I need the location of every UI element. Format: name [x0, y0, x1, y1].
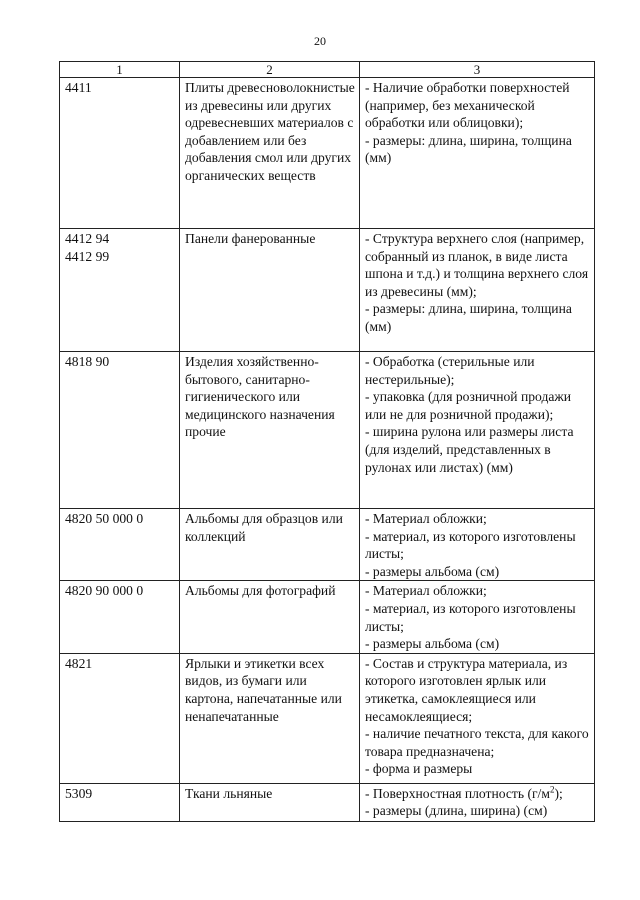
attribute-line: - Состав и структура материала, из которого изготовлен ярлык или этикетка, самоклеящиеся или несамоклеящиеся; [365, 655, 568, 724]
attribute-line: - наличие печатного текста, для какого товара предназначена; [365, 726, 589, 759]
code-value: 5309 [65, 785, 93, 801]
attribute-line: - Наличие обработки поверхностей (например, без механической обработки или облицовки); [365, 80, 570, 131]
name-cell: Ярлыки и этикетки всех видов, из бумаги или картона, напечатанные или ненапечатанные [180, 653, 360, 783]
name-cell: Изделия хозяйственно-бытового, санитарно-гигиенического или медицинского назначения прочие [180, 352, 360, 509]
code-cell [60, 581, 180, 653]
column-header-2: 2 [180, 62, 360, 78]
code-cell [60, 509, 180, 581]
attribute-line: - размеры (длина, ширина) (см) [365, 803, 548, 819]
table-header-row [60, 62, 595, 78]
attribute-line: - материал, из которого изготовлены листы; [365, 528, 576, 562]
column-header-3: 3 [360, 62, 595, 78]
table-row [60, 653, 595, 783]
name-cell: Плиты древесноволокнистые из древесины или других одревесневших материалов с добавлением или без добавления смол или других органических веществ [180, 78, 360, 229]
attribute-line: - форма и размеры [365, 761, 473, 777]
column-header-1: 1 [60, 62, 180, 78]
attributes-cell [360, 581, 595, 653]
code-cell [60, 653, 180, 783]
page-number: 20 [314, 34, 326, 48]
code-value: 4412 99 [65, 248, 110, 264]
classification-table [59, 61, 595, 822]
name-cell: Альбомы для фотографий [180, 581, 360, 653]
attribute-line: - Материал обложки; [365, 511, 487, 526]
code-cell [60, 352, 180, 509]
attribute-line [365, 785, 590, 803]
attribute-line: - размеры: длина, ширина, толщина (мм) [365, 301, 572, 334]
code-value: 4818 90 [65, 354, 110, 369]
attribute-line: - Обработка (стерильные или нестерильные); [365, 354, 535, 387]
attributes-cell [360, 509, 595, 581]
table-row [60, 78, 595, 229]
attributes-cell [360, 78, 595, 229]
attributes-cell [360, 352, 595, 509]
code-value: 4820 50 000 0 [65, 511, 144, 526]
name-cell: Ткани льняные [180, 783, 360, 821]
attribute-line: - материал, из которого изготовлены листы; [365, 600, 576, 634]
attributes-cell [360, 653, 595, 783]
code-value: 4411 [65, 80, 92, 95]
attribute-line: - ширина рулона или размеры листа (для изделий, представленных в рулонах или листах) (мм) [365, 424, 574, 475]
table-row [60, 509, 595, 581]
attribute-line: - размеры: длина, ширина, толщина (мм) [365, 132, 572, 166]
attributes-cell [360, 229, 595, 352]
attribute-line: - размеры альбома (см) [365, 636, 500, 652]
table-row [60, 352, 595, 509]
name-cell: Панели фанерованные [180, 229, 360, 352]
attribute-line: - Структура верхнего слоя (например, собранный из планок, в виде листа шпона и т.д.) и толщина верхнего слоя из древесины (мм); [365, 231, 589, 299]
attribute-line: - Материал обложки; [365, 583, 487, 599]
code-value: 4820 90 000 0 [65, 583, 144, 599]
attribute-line: - упаковка (для розничной продажи или не для розничной продажи); [365, 389, 572, 422]
code-value: 4412 94 [65, 231, 110, 246]
name-cell: Альбомы для образцов или коллекций [180, 509, 360, 581]
attributes-cell [360, 783, 595, 821]
table-row [60, 229, 595, 352]
table-row [60, 581, 595, 653]
superscript-unit: 2 [549, 784, 555, 795]
code-value: 4821 [65, 655, 93, 671]
attribute-text: - Поверхностная плотность (г/м [365, 785, 550, 801]
attribute-line: - размеры альбома (см) [365, 563, 500, 579]
code-cell [60, 229, 180, 352]
attribute-tail: ); [554, 785, 563, 801]
code-cell [60, 783, 180, 821]
table-row [60, 783, 595, 821]
code-cell [60, 78, 180, 229]
